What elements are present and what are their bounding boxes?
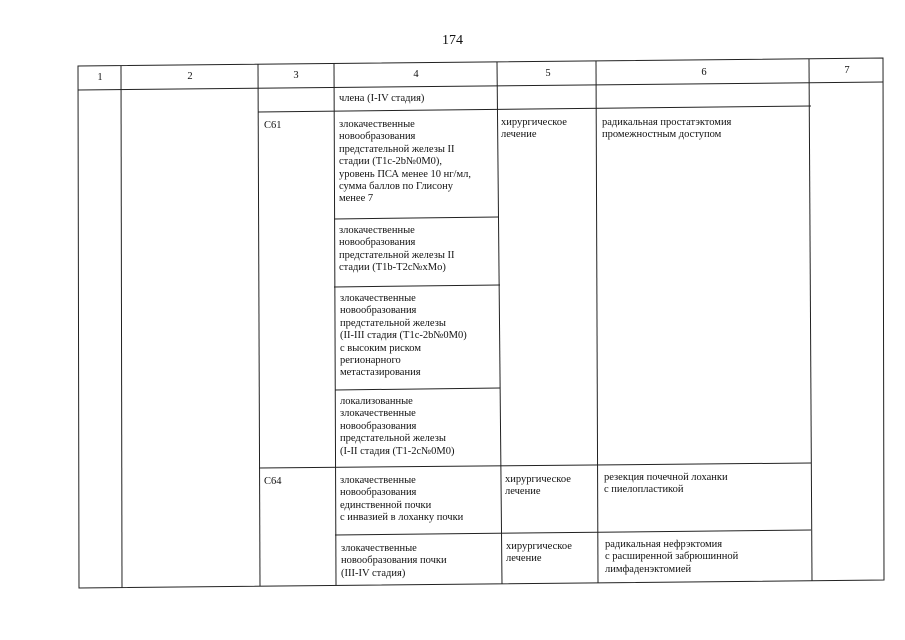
- header-col-5: 5: [545, 68, 551, 79]
- condition-cell: локализованные злокачественные новообразования предстательной железы (I-II стадия (T1-2c№0M0): [340, 396, 455, 457]
- treatment-method-cell: радикальная нефрэктомия с расширенной забрюшинной лимфаденэктомией: [605, 539, 739, 575]
- treatment-type-cell: хирургическое лечение: [501, 117, 567, 141]
- header-col-3: 3: [293, 70, 299, 81]
- condition-cell: злокачественные новообразования предстательной железы II стадии (T1c-2b№0M0), уровень ПСА менее 10 нг/мл, сумма баллов по Глисону менее 7: [339, 119, 471, 205]
- header-col-6: 6: [701, 67, 707, 78]
- treatment-type-cell: хирургическое лечение: [506, 541, 572, 565]
- treatment-type-cell: хирургическое лечение: [505, 474, 571, 498]
- condition-cell: злокачественные новообразования единственной почки с инвазией в лоханку почки: [340, 475, 464, 524]
- header-col-2: 2: [187, 71, 193, 82]
- page-number: 174: [442, 33, 463, 48]
- treatment-method-cell: радикальная простатэктомия промежностным доступом: [602, 117, 732, 141]
- icd-code-cell: C61: [264, 120, 282, 131]
- treatment-method-cell: резекция почечной лоханки с пиелопластикой: [604, 472, 728, 496]
- header-col-7: 7: [844, 65, 850, 76]
- condition-cell: члена (I-IV стадия): [339, 93, 425, 104]
- condition-cell: злокачественные новообразования предстательной железы II стадии (T1b-T2c№xMo): [339, 225, 455, 274]
- header-col-4: 4: [413, 69, 419, 80]
- icd-code-cell: C64: [264, 476, 282, 487]
- condition-cell: злокачественные новообразования предстательной железы (II-III стадия (T1c-2b№0M0) с высоким риском регионарного метастазирования: [340, 293, 467, 379]
- header-col-1: 1: [97, 72, 103, 83]
- condition-cell: злокачественные новообразования почки (III-IV стадия): [341, 543, 447, 579]
